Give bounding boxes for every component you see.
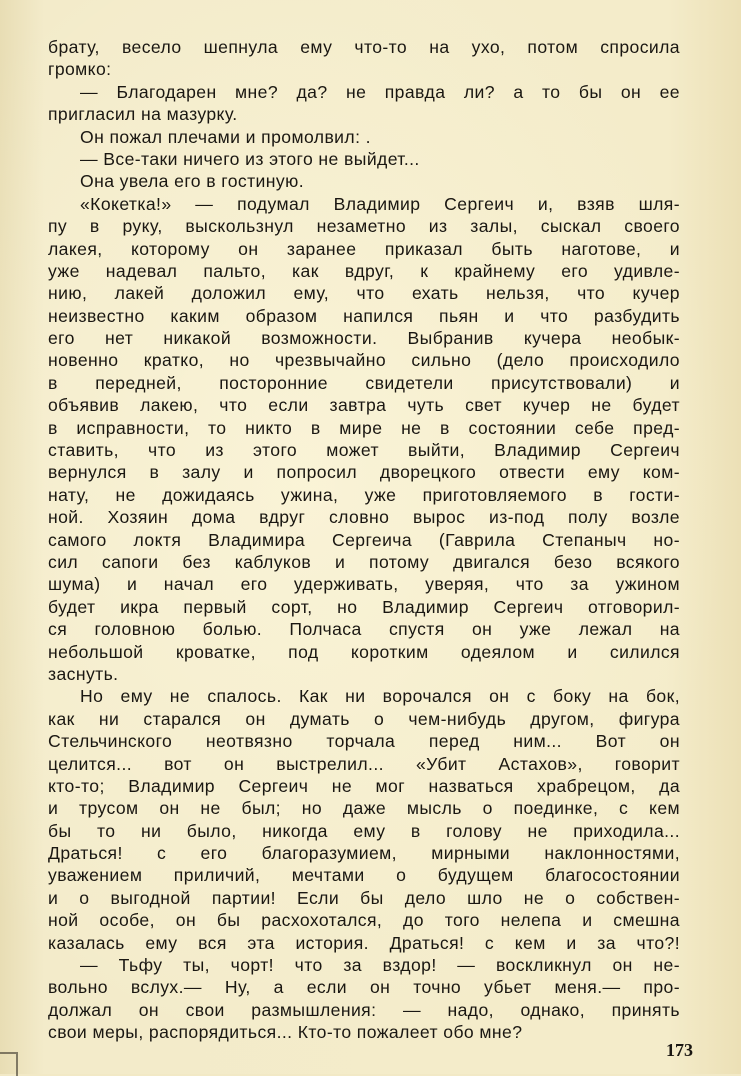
text-line: уважением приличий, мечтами о будущем благосостоянии <box>48 865 680 886</box>
text-line: будет икра первый сорт, но Владимир Сергеич отговорил- <box>48 596 680 617</box>
text-line: брату, весело шепнула ему что-то на ухо, потом спросила <box>48 37 680 57</box>
text-line: целится... вот он выстрелил... «Убит Астахов», говорит <box>48 753 680 774</box>
text-line: заснуть. <box>48 663 119 684</box>
text-line: новенно кратко, но чрезвычайно сильно (дело происходило <box>48 350 680 371</box>
text-line: небольшой кроватке, под коротким одеялом и силился <box>48 641 680 662</box>
text-line: пу в руку, выскользнул незаметно из залы, сыскал своего <box>48 216 680 237</box>
text-line: свои меры, распорядиться... Кто-то пожалеет обо мне? <box>48 1022 523 1043</box>
text-line: и о выгодной партии! Если бы дело шло не о собствен- <box>48 887 680 908</box>
text-line: Он пожал плечами и промолвил: . <box>80 126 371 147</box>
page-number: 173 <box>666 1040 693 1060</box>
text-line: и трусом он не был; но даже мысль о поединке, с кем <box>48 798 680 819</box>
text-line: его нет никакой возможности. Выбранив кучера необык- <box>48 328 680 349</box>
page-text <box>48 36 680 1044</box>
text-line: вольно вслух.— Ну, а если он точно убьет меня.— про- <box>48 977 680 998</box>
text-line: в передней, посторонние свидетели присутствовали) и <box>48 372 680 393</box>
text-line: вернулся в залу и попросил дворецкого отвести ему ком- <box>48 462 680 483</box>
page-edge-mark <box>0 1052 18 1076</box>
text-line: как ни старался он думать о чем-нибудь другом, фигура <box>48 708 680 729</box>
text-line: ной. Хозяин дома вдруг словно вырос из-под полу возле <box>48 507 680 528</box>
text-line: громко: <box>48 59 112 80</box>
text-line: Стельчинского неотвязно торчала перед ним... Вот он <box>48 731 680 752</box>
text-line: шума) и начал его удерживать, уверяя, что за ужином <box>48 574 680 595</box>
text-line: — Тьфу ты, чорт! что за вздор! — воскликнул он не- <box>80 955 680 976</box>
text-line: неизвестно каким образом напился пьян и что разбудить <box>48 305 680 326</box>
text-line: нату, не дожидаясь ужина, уже приготовляемого в гости- <box>48 484 680 505</box>
text-line: Драться! с его благоразумием, мирными наклонностями, <box>48 843 680 864</box>
text-line: — Все-таки ничего из этого не выйдет... <box>80 148 420 169</box>
text-line: нию, лакей доложил ему, что ехать нельзя, что кучер <box>48 283 680 304</box>
text-line: казалась ему вся эта история. Драться! с кем и за что?! <box>48 932 680 953</box>
text-line: уже надевал пальто, как вдруг, к крайнему его удивле- <box>48 260 680 281</box>
text-line: в исправности, то никто в мире не в состоянии себе пред- <box>48 417 680 438</box>
text-line: лакея, которому он заранее приказал быть наготове, и <box>48 238 680 259</box>
text-line: объявив лакею, что если завтра чуть свет кучер не будет <box>48 395 680 416</box>
text-line: кто-то; Владимир Сергеич не мог назваться храбрецом, да <box>48 775 680 796</box>
text-line: бы то ни было, никогда ему в голову не приходила... <box>48 820 680 841</box>
text-line: — Благодарен мне? да? не правда ли? а то бы он ее <box>80 81 680 102</box>
text-line: ной особе, он бы расхохотался, до того нелепа и смешна <box>48 910 680 931</box>
text-line: пригласил на мазурку. <box>48 104 238 125</box>
text-line: самого локтя Владимира Сергеича (Гаврила Степаныч но- <box>48 529 680 550</box>
text-line: должал он свои размышления: — надо, однако, принять <box>48 999 680 1020</box>
text-line: ставить, что из этого может выйти, Владимир Сергеич <box>48 440 680 461</box>
text-line: Но ему не спалось. Как ни ворочался он с боку на бок, <box>80 686 680 707</box>
text-line: ся головною болью. Полчаса спустя он уже лежал на <box>48 619 680 640</box>
text-line: «Кокетка!» — подумал Владимир Сергеич и, взяв шля- <box>80 193 680 214</box>
text-line: Она увела его в гостиную. <box>80 171 304 192</box>
text-line: сил сапоги без каблуков и потому двигался безо всякого <box>48 551 680 572</box>
